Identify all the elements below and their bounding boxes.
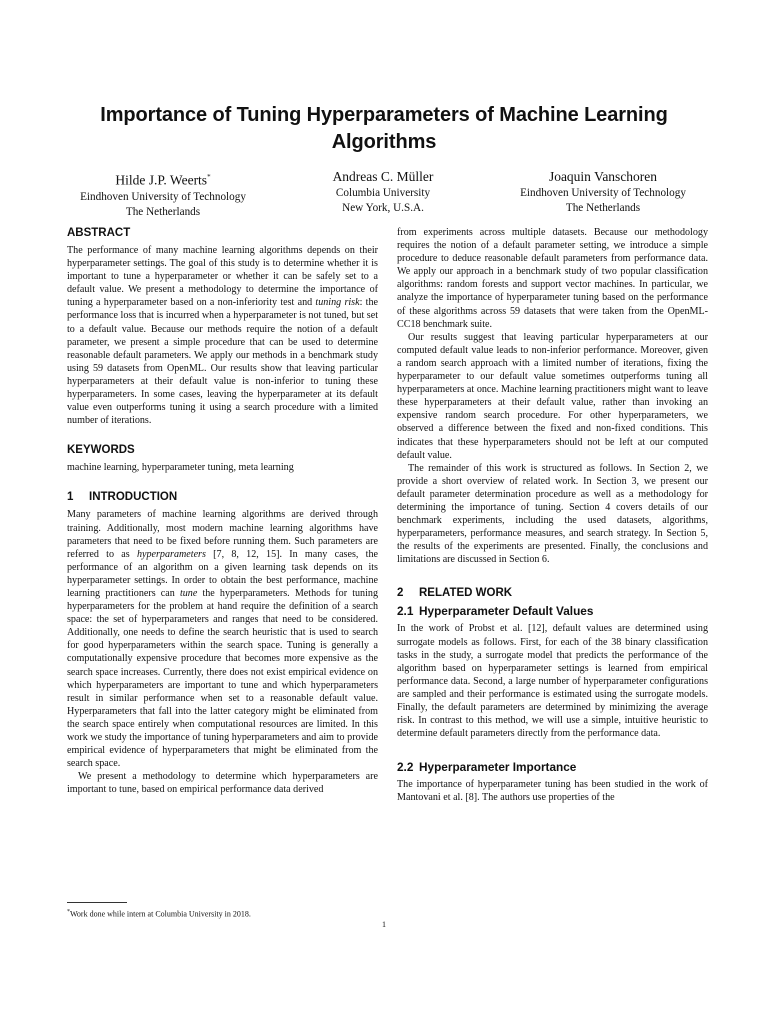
introduction-paragraph-1: Many parameters of machine learning algorithms are derived through training. Additionally, most modern machine learning algorithms have parameters that need to be fixed before running them. Such parameters are referred to as hyperparameters [7, 8, 12, 15]. In many cases, the performance of an algorithm on a given learning task depends on its hyperparameter settings. In order to obtain the best performance, machine learning practitioners can tune the hyperparameters. Methods for tuning hyperparameters for the problem at hand require the definition of a search space: the set of hyperparameters and ranges that need to be considered. Additionally, one needs to define the search heuristic that is used to search for good hyperparameters within the search space. Tuning is generally a computationally expensive procedure that becomes more expensive as the search space increases. Currently, there does not exist empirical evidence on which hyperparameters are important to tune and which hyperparameters result in similar performance when set to a reasonable default value. Hyperparameters that fall into the latter category might be eliminated from the search space entirely when computational resources are limited. In this work we study the importance of tuning hyperparameters and aim to provide empirical evidence of hyperparameters that might be eliminated from the search space. (67, 509, 378, 770)
keywords-text: machine learning, hyperparameter tuning, meta learning (67, 462, 294, 474)
abstract-text: The performance of many machine learning algorithms depends on their hyperparameter settings. The goal of this study is to determine whether it is important to tune a hyperparameter or whether it can be safely set to a default value. We present a methodology to determine the importance of tuning a hyperparameter based on a non-inferiority test and tuning risk: the performance loss that is incurred when a hyperparameter is not tuned, but set to a default value. Because our methods require the notion of a default parameter, we present a simple procedure that can be used to determine reasonable default parameters. We apply our methods in a benchmark study using 59 datasets from OpenML. Our results show that leaving particular hyperparameters at their default value is non-inferior to tuning these hyperparameters. In some cases, leaving the hyperparameter at its default value even outperforms tuning it using a search procedure with a limited number of iterations. (67, 245, 378, 427)
introduction-paragraph-2: We present a methodology to determine which hyperparameters are important to tune, based on empirical performance data derived (67, 771, 378, 796)
right-column (397, 226, 708, 804)
page-number: 1 (382, 920, 386, 929)
default-values-text: In the work of Probst et al. [12], default values are determined using surrogate models as follows. First, for each of the 38 binary classification tasks in the study, a surrogate model that predicts the performance of the algorithm based on hyperparameter settings is learned from empirical performance data. Second, a large number of hyperparameter configurations are sampled and their performance is estimated using the surrogate models. Finally, the default parameters are determined by minimizing the average risk. In contrast to this method, we will use a simple, intuitive heuristic to determine default parameters directly from the performance data. (397, 623, 708, 740)
paper-title: Importance of Tuning Hyperparameters of Machine Learning Algorithms (100, 104, 668, 153)
hyperparameter-importance-text: The importance of hyperparameter tuning has been studied in the work of Mantovani et al. [8]. The authors use properties of the (397, 779, 708, 804)
left-column (67, 226, 378, 796)
author-1 (58, 168, 268, 220)
author-name: Andreas C. Müller (332, 169, 434, 184)
intro-continued-paragraph-3: The remainder of this work is structured as follows. In Section 2, we provide a short overview of related work. In Section 3, we present our default parameter determination procedure as well as a methodology for determining the importance of tuning. Section 4 covers details of our benchmark experiments, including the used datasets, algorithms, hyperparameters, performance measures, and search strategy. In Section 5, the results of the experiments are presented. Finally, the conclusions and limitations are discussed in Section 6. (397, 462, 708, 566)
author-location: The Netherlands (565, 202, 641, 214)
footnote: *Work done while intern at Columbia University in 2018. (67, 909, 251, 919)
author-affiliation: Eindhoven University of Technology (80, 190, 246, 203)
footnote-divider (67, 902, 127, 903)
author-affiliation: Columbia University (335, 187, 431, 199)
author-name: Joaquin Vanschoren (548, 169, 658, 184)
author-location: New York, U.S.A. (342, 202, 424, 214)
author-block (58, 168, 708, 220)
abstract-heading: ABSTRACT (67, 227, 131, 239)
author-name: Hilde J.P. Weerts* (115, 172, 211, 188)
intro-continued-paragraph-1: from experiments across multiple datasets. Because our methodology requires the notion of a default parameter setting, we introduce a simple procedure to deduce reasonable default parameters from performance data. We apply our approach in a benchmark study of two popular classification algorithms: random forests and support vector machines. In particular, we analyze the importance of hyperparameter tuning based on the performance of these algorithms across 59 datasets that were taken from the OpenML-CC18 benchmark suite. (397, 227, 708, 330)
introduction-heading: 1 INTRODUCTION (67, 491, 178, 504)
related-work-heading: 2 RELATED WORK (397, 587, 513, 600)
author-2 (278, 168, 488, 220)
author-location: The Netherlands (125, 205, 201, 218)
default-values-subheading: 2.1 Hyperparameter Default Values (397, 604, 594, 619)
author-affiliation: Eindhoven University of Technology (520, 187, 686, 199)
hyperparameter-importance-subheading: 2.2 Hyperparameter Importance (397, 760, 577, 775)
author-3 (498, 168, 708, 220)
keywords-heading: KEYWORDS (67, 444, 135, 457)
intro-continued-paragraph-2: Our results suggest that leaving particular hyperparameters at our computed default value leads to non-inferior performance. Moreover, given a random search approach with a limited number of iterations, fixing the hyperparameter to our default value sometimes outperforms tuning all hyperparameters at once. Machine learning practitioners might want to leave these hyperparameters at their default value, rather than invoking an expensive random search procedure. For other hyperparameters, we observed a difference between the fixed and non-fixed conditions. This indicates that these hyperparameters should not be left at our computed default value. (397, 331, 708, 461)
author-footnote-mark: * (207, 173, 211, 181)
